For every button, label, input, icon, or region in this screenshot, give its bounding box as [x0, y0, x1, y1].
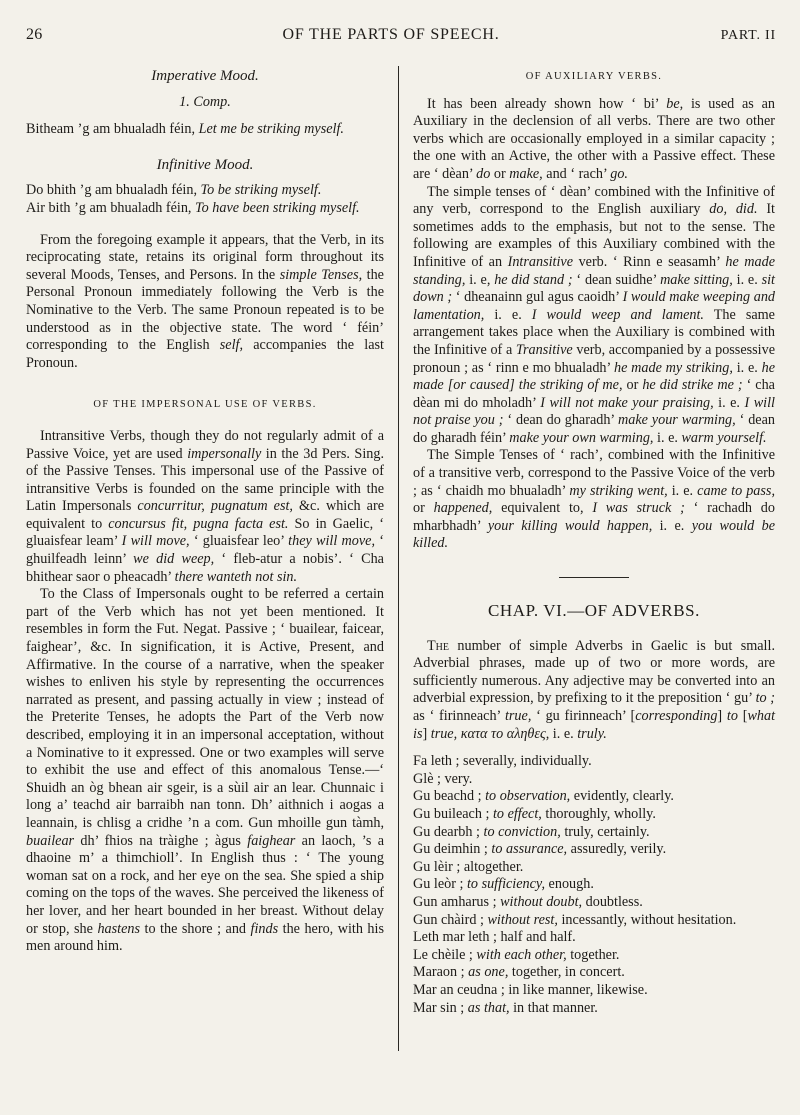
infinitive-example-1: Do bhith ’g am bhualadh féin, To be striking myself. [26, 182, 322, 199]
adverb-entry: Leth mar leth ; half and half. [413, 929, 576, 946]
heading-imperative: Imperative Mood. [151, 68, 259, 84]
book-page [26, 26, 776, 1101]
adverb-entry: Gu dearbh ; to conviction, truly, certainly. [413, 823, 650, 840]
adverb-entry: Maraon ; as one, together, in concert. [413, 964, 625, 981]
adverb-list [413, 753, 775, 1017]
adverb-entry: Gu leòr ; to sufficiency, enough. [413, 876, 594, 893]
running-title: OF THE PARTS OF SPEECH. [282, 26, 500, 43]
adverb-entry: Mar an ceudna ; in like manner, likewise. [413, 981, 648, 998]
heading-impersonal: OF THE IMPERSONAL USE OF VERBS. [93, 399, 317, 411]
infinitive-example-2: Air bith ’g am bhualadh féin, To have been striking myself. [26, 199, 360, 216]
paragraph-impersonal-class: To the Class of Impersonals ought to be referred a certain part of the Verb which has not yet been mentioned. It resembles in form the Fut. Negat. Passive ; ‘ buailear, faicear, faighear’, &c. In signification, it is Active, Present, and Affirmative. In the course of a narrative, when the speaker wishes to enliven his style by representing the occurrences narrated as present, and passing actually in view ; instead of the Preterite Tenses, he adopts the Part of the Verb now described, employing it in an impersonal acceptation, without a Nominative to it expressed. One or two examples will serve to exhibit the use and effect of this anomalous Tense.—‘ Shuidh an òg bhean air sgeir, is a sùil air an lear. Chunnaic i long a’ teachd air barraibh nan tonn. Dh’ aithnich i aogas a leannain, is chlisg a cridhe ’n a com. Gun mhoille gun tàmh, buailear dh’ fhios na tràighe ; àgus faighear an laoch, ’s a dhaoine m’ a thimchioll’. In English thus : ‘ The young woman sat on a rock, and her eye on the sea. She spied a ship coming on the tops of the waves. She perceived the likeness of her lover, and her heart bounded in her breast. Without delay or stop, she hastens to the shore ; and finds the hero, with his men around him. [26, 586, 385, 955]
page-number: 26 [26, 26, 43, 43]
comp-example: Bitheam ’g am bhualadh féin, Let me be striking myself. [26, 121, 344, 138]
paragraph-impersonal: Intransitive Verbs, though they do not regularly admit of a Passive Voice, yet are used impersonally in the 3d Pers. Sing. of the Passive Tenses. This impersonal use of the Passive of intransitive Verbs is founded on the same principle with the Latin Impersonals concurritur, pugnatum est, &c. which are equivalent to concursus fit, pugna facta est. So in Gaelic, ‘ gluaisfear leam’ I will move, ‘ gluaisfear leo’ they will move, ‘ ghuilfeadh leinn’ we did weep, ‘ fleb-atur a nobis’. ‘ Cha bhithear saor o pheacadh’ there wanteth not sin. [26, 427, 385, 585]
adverb-entry: Glè ; very. [413, 770, 473, 787]
heading-auxiliary: OF AUXILIARY VERBS. [525, 71, 663, 82]
paragraph-reciprocal: From the foregoing example it appears, that the Verb, in its reciprocating state, retains its original form throughout its several Moods, Tenses, and Persons. In the simple Tenses, the Personal Pronoun immediately following the Verb is the Nominative to the Verb. The same Pronoun repeated is to be understood as in the objective state. The word ‘ féin’ corresponding to the English self, accompanies the last Pronoun. [26, 231, 384, 371]
adverb-entry: Gun chàird ; without rest, incessantly, without hesitation. [413, 911, 737, 928]
adverb-entry: Fa leth ; severally, individually. [413, 753, 592, 770]
right-column [399, 68, 775, 1101]
adverb-entry: Gu lèir ; altogether. [413, 858, 524, 875]
adverb-entry: Mar sin ; as that, in that manner. [413, 999, 598, 1016]
adverb-entry: Gu beachd ; to observation, evidently, clearly. [413, 788, 674, 805]
paragraph-adverbs: The number of simple Adverbs in Gaelic is but small. Adverbial phrases, made up of two or more words, are sufficiently numerous. Any adjective may be converted into an adverbial expression, by prefixing to it the preposition ‘ gu’ to ; as ‘ firinneach’ true, ‘ gu firinneach’ [corresponding] to [what is] true, κατα το αληθες, i. e. truly. [413, 637, 776, 742]
adverb-entry: Gun amharus ; without doubt, doubtless. [413, 893, 643, 910]
paragraph-dean: The simple tenses of ‘ dèan’ combined with the Infinitive of any verb, correspond to the English auxiliary do, did. It sometimes adds to the emphasis, but not to the sense. The following are examples of this Auxiliary combined with the Infinitive of an Intransitive verb. ‘ Rinn e seasamh’ he made standing, i. e, he did stand ; ‘ dean suidhe’ make sitting, i. e. sit down ; ‘ dheanainn gul agus caoidh’ I would make weeping and lamentation, i. e. I would weep and lament. The same arrangement takes place when the Auxiliary is combined with the Infinitive of a Transitive verb, accompanied by a possessive pronoun ; as ‘ rinn e mo bhualadh’ he made my striking, i. e. he made [or caused] the striking of me, or he did strike me ; ‘ cha dèan mi do mholadh’ I will not make your praising, i. e. I will not praise you ; ‘ dean do gharadh’ make your warming, ‘ dean do gharadh féin’ make your own warming, i. e. warm yourself. [413, 183, 776, 446]
part-label: PART. II [720, 28, 776, 43]
comp-label: 1. Comp. [179, 93, 231, 110]
left-column [26, 68, 398, 1101]
running-head [26, 26, 776, 52]
adverb-entry: Gu buileach ; to effect, thoroughly, wholly. [413, 805, 656, 822]
heading-infinitive: Infinitive Mood. [156, 156, 254, 173]
chapter-heading: CHAP. VI.—OF ADVERBS. [487, 601, 701, 621]
adverb-entry: Le chèile ; with each other, together. [413, 946, 620, 963]
adverb-entry: Gu deimhin ; to assurance, assuredly, verily. [413, 841, 667, 858]
paragraph-auxiliary: It has been already shown how ‘ bi’ be, is used as an Auxiliary in the declension of all verbs. There are two other verbs which are occasionally employed in a similar capacity ; the one with an Active, the other with a Passive effect. These are ‘ dèan’ do or make, and ‘ rach’ go. [413, 95, 775, 182]
paragraph-rach: The Simple Tenses of ‘ rach’, combined with the Infinitive of a transitive verb, correspond to the Passive Voice of the verb ; as ‘ chaidh mo bhualadh’ my striking went, i. e. came to pass, or happened, equivalent to, I was struck ; ‘ rachadh do mharbhadh’ your killing would happen, i. e. you would be killed. [413, 447, 776, 552]
